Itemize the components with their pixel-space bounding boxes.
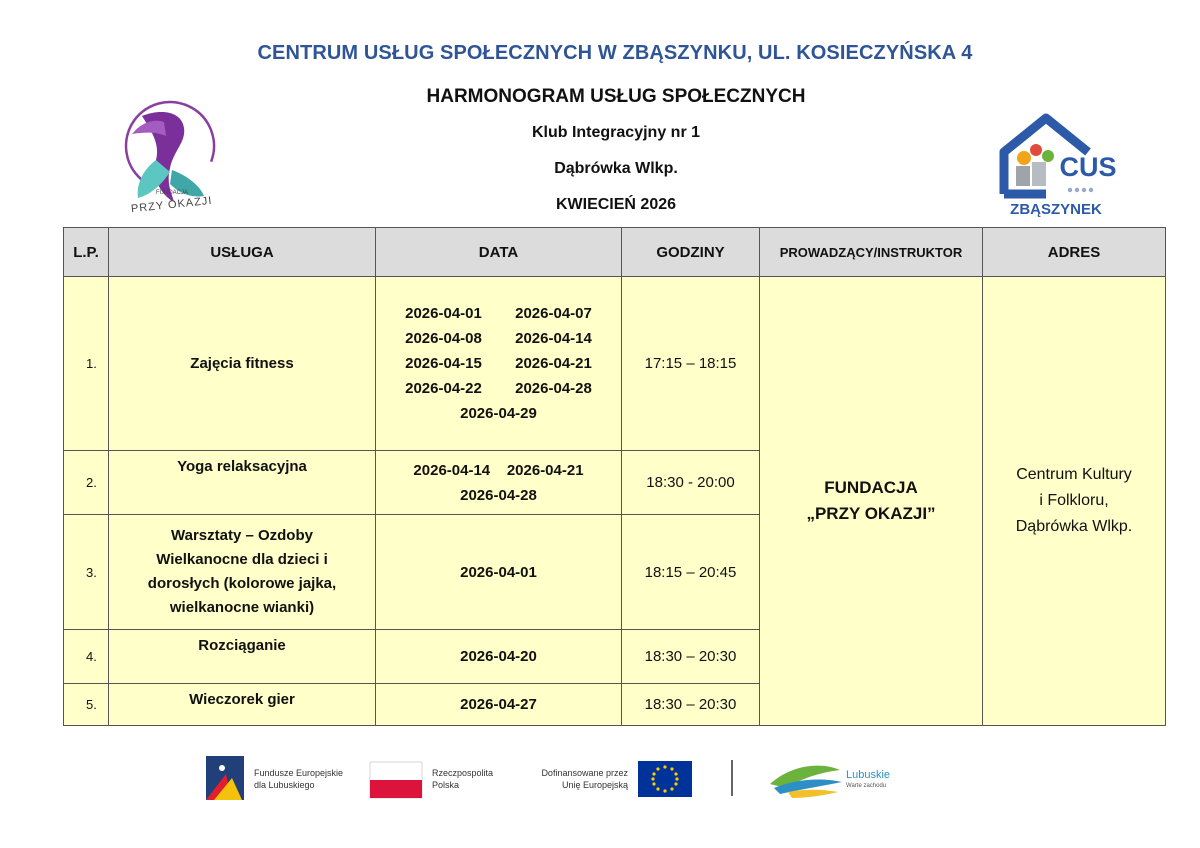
fundusze-europejskie-logo	[206, 756, 343, 800]
organization-title: CENTRUM USŁUG SPOŁECZNYCH W ZBĄSZYNKU, UL. KOSIECZYŃSKA 4	[257, 42, 973, 64]
location-name: Dąbrówka Wlkp.	[554, 160, 678, 177]
date-pair	[376, 326, 621, 351]
header-instructor: PROWADZĄCY/INSTRUKTOR	[760, 228, 983, 277]
address-line: i Folkloru,	[1039, 492, 1109, 509]
date-value: 2026-04-15	[405, 355, 482, 372]
date-value: 2026-04-29	[460, 405, 537, 422]
service-dates: 2026-04-20	[376, 630, 622, 684]
date-pair	[376, 301, 621, 326]
service-name: Rozciąganie	[109, 630, 376, 684]
instructor-line: FUNDACJA	[824, 478, 918, 497]
service-name	[109, 515, 376, 630]
logo-main-text: PRZY OKAZJI	[130, 194, 213, 216]
date-value: 2026-04-28	[460, 486, 537, 504]
month-label: KWIECIEŃ 2026	[555, 196, 677, 213]
table-header-row	[64, 228, 1166, 277]
service-hours: 18:30 – 20:30	[622, 630, 760, 684]
address-cell	[983, 277, 1166, 726]
date-value: 2026-04-01	[405, 305, 482, 322]
service-dates	[376, 277, 622, 451]
service-line: wielkanocne wianki)	[169, 599, 315, 616]
logo-small-text: FUNDACJA	[155, 190, 189, 196]
cus-zbaszynek-logo	[996, 112, 1126, 222]
eu-flag-logo	[541, 761, 692, 797]
service-name: Zajęcia fitness	[109, 277, 376, 451]
service-hours: 18:15 – 20:45	[622, 515, 760, 630]
row-number: 2.	[64, 451, 109, 515]
service-hours: 17:15 – 18:15	[622, 277, 760, 451]
service-dates: 2026-04-27	[376, 684, 622, 726]
header-hours: GODZINY	[622, 228, 760, 277]
date-value: 2026-04-08	[405, 330, 482, 347]
date-value: 2026-04-21	[515, 355, 592, 372]
date-value: 2026-04-07	[515, 305, 592, 322]
service-line: Wielkanocne dla dzieci i	[156, 551, 328, 568]
date-value: 2026-04-22	[405, 380, 482, 397]
schedule-table	[63, 227, 1166, 726]
service-hours: 18:30 - 20:00	[622, 451, 760, 515]
header-lp: L.P.	[64, 228, 109, 277]
row-number: 5.	[64, 684, 109, 726]
schedule-title: HARMONOGRAM USŁUG SPOŁECZNYCH	[426, 86, 806, 107]
polish-flag-logo	[370, 762, 493, 798]
rp-text: Polska	[432, 780, 460, 790]
lubuskie-text: Lubuskie	[846, 769, 891, 781]
club-name: Klub Integracyjny nr 1	[531, 124, 701, 141]
rp-text: Rzeczpospolita	[432, 768, 494, 778]
funding-logos-bar	[192, 748, 914, 808]
fe-text: Fundusze Europejskie	[254, 768, 344, 778]
address-line: Dąbrówka Wlkp.	[1015, 518, 1133, 535]
lubuskie-logo	[770, 766, 890, 798]
eu-text: Dofinansowane przez	[541, 768, 628, 778]
service-name: Yoga relaksacyjna	[109, 451, 376, 515]
lubuskie-tagline: Warte zachodu	[846, 783, 887, 789]
row-number: 3.	[64, 515, 109, 630]
service-dates	[376, 451, 622, 515]
row-number: 1.	[64, 277, 109, 451]
service-line: Warsztaty – Ozdoby	[171, 527, 313, 544]
service-hours: 18:30 – 20:30	[622, 684, 760, 726]
date-pair	[376, 376, 621, 401]
cus-text: CUS	[1059, 152, 1117, 182]
eu-text: Unię Europejską	[561, 780, 628, 790]
fe-text: dla Lubuskiego	[254, 780, 315, 790]
row-number: 4.	[64, 630, 109, 684]
table-row	[64, 277, 1166, 451]
service-name: Wieczorek gier	[109, 684, 376, 726]
header-address: ADRES	[983, 228, 1166, 277]
address-line: Centrum Kultury	[1016, 466, 1132, 483]
header-date: DATA	[376, 228, 622, 277]
instructor-line: „PRZY OKAZJI”	[806, 504, 936, 523]
date-pair	[376, 351, 621, 376]
zbaszynek-text: ZBĄSZYNEK	[1010, 201, 1102, 218]
instructor-cell	[760, 277, 983, 726]
header-service: USŁUGA	[109, 228, 376, 277]
przy-okazji-logo	[112, 98, 232, 220]
date-value: 2026-04-14 2026-04-21	[413, 461, 584, 479]
date-value: 2026-04-14	[515, 330, 592, 347]
service-dates: 2026-04-01	[376, 515, 622, 630]
service-line: dorosłych (kolorowe jajka,	[147, 575, 337, 592]
date-value: 2026-04-28	[515, 380, 592, 397]
